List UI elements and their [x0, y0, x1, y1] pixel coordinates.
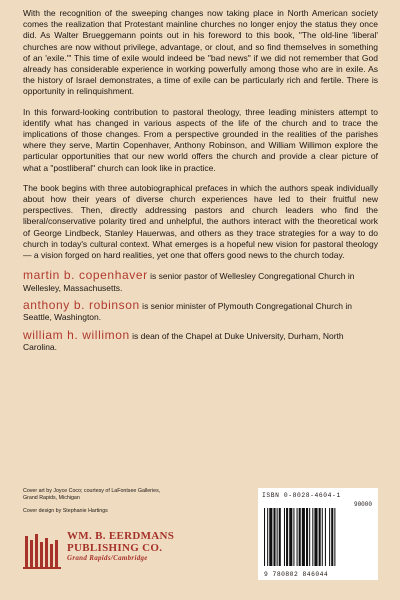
author-name: william h. willimon: [23, 327, 130, 342]
barcode-bar: [264, 508, 265, 566]
barcode-bar: [319, 508, 321, 566]
description-paragraph-3: The book begins with three autobiographical prefaces in which the authors speak individually about how their years of diverse church experiences have led to their fruitful new perspectives. Then, directly addressing pastors and church leaders who find the liberal/conservative polarity tired and unhelpful, the authors interact with the theoretical work of George Lindbeck, Stanley Hauerwas, and others as they trace strategies for a way to do church in today's cultural context. What emerges is a hopeful new vision for pastoral theology — a vision forged on hard realities, yet one that offers good news to the church today.: [23, 182, 378, 261]
barcode-bar: [329, 508, 330, 566]
publisher-city: Grand Rapids/Cambridge: [67, 554, 148, 562]
author-bio-willimon: [23, 327, 378, 354]
isbn-label: ISBN 0-8028-4604-1: [262, 492, 341, 499]
author-name: martin b. copenhaver: [23, 268, 148, 283]
description-paragraph-1: With the recognition of the sweeping changes now taking place in North American society comes the realization that Protestant mainline churches no longer enjoy the status they once did. As Walter Brueggemann points out in his foreword to this book, "The old-line 'liberal' churches are now without privilege, advantage, or clout, and so find themselves in something of an 'exile.'" This time of exile would indeed be "bad news" if we did not remember that God already has considerable experience in working powerfully among those who are in exile. As the history of Israel demonstrates, a time of exile can be particularly rich and fertile. There is opportunity in relinquishment.: [23, 8, 378, 97]
barcode-bar: [286, 508, 288, 566]
barcode-bar: [309, 508, 310, 566]
barcode-bar: [284, 508, 285, 566]
barcode-bar: [269, 508, 272, 566]
barcode-bar: [331, 508, 333, 566]
author-bio-copenhaver: [23, 270, 378, 294]
ean-number: 9 780802 846044: [264, 571, 329, 578]
cover-design-credit: Cover design by Stephanie Hartings: [23, 508, 108, 514]
barcode-bar: [322, 508, 323, 566]
publisher-line1: WM. B. EERDMANS: [67, 530, 175, 542]
description-paragraph-2: In this forward-looking contribution to pastoral theology, three leading ministers attempt to identify what has changed in various aspects of the life of the church and to trace the implications of those changes. From a perspective grounded in the realities of the parishes where they serve, Martin Copenhaver, Anthony Robinson, and William Willimon explore the particular opportunities that our new world offers the church and provide a clear picture of what a "postliberal" church can look like in practice.: [23, 106, 378, 173]
price-code: 90000: [353, 501, 372, 508]
author-bio-text: is senior minister of Plymouth Congregational Church in Seattle, Washington.: [23, 301, 352, 323]
barcode-bar: [299, 508, 301, 566]
publisher-logo: [23, 526, 203, 576]
barcode-bar: [334, 508, 335, 566]
publisher-line2: PUBLISHING CO.: [67, 542, 163, 554]
author-bios: [23, 270, 378, 353]
barcode-bar: [289, 508, 292, 566]
author-bio-robinson: [23, 300, 378, 324]
barcode-bar: [306, 508, 308, 566]
cover-art-credit-line1: Cover art by Joyce Coco; courtesy of LaFontsee Galleries,: [23, 488, 161, 494]
barcode-bar: [312, 508, 313, 566]
back-cover: [23, 8, 378, 360]
barcode-bar: [267, 508, 268, 566]
barcode-box: [258, 488, 378, 580]
author-bio-text: is senior pastor of Wellesley Congregational Church in Wellesley, Massachusetts.: [23, 271, 355, 293]
barcode-bars: [264, 508, 372, 568]
barcode-bar: [273, 508, 275, 566]
cover-art-credit: [23, 488, 223, 502]
publisher-bars-icon: [23, 530, 63, 570]
barcode-bar: [293, 508, 294, 566]
barcode-bar: [302, 508, 305, 566]
cover-art-credit-line2: Grand Rapids, Michigan: [23, 495, 80, 501]
barcode-bar: [325, 508, 326, 566]
barcode-bar: [279, 508, 281, 566]
author-name: anthony b. robinson: [23, 298, 140, 313]
author-bio-text: is dean of the Chapel at Duke University, Durham, North Carolina.: [23, 330, 344, 353]
barcode-bar: [314, 508, 317, 566]
barcode-bar: [297, 508, 298, 566]
publisher-name: [67, 530, 174, 563]
barcode-bar: [277, 508, 278, 566]
